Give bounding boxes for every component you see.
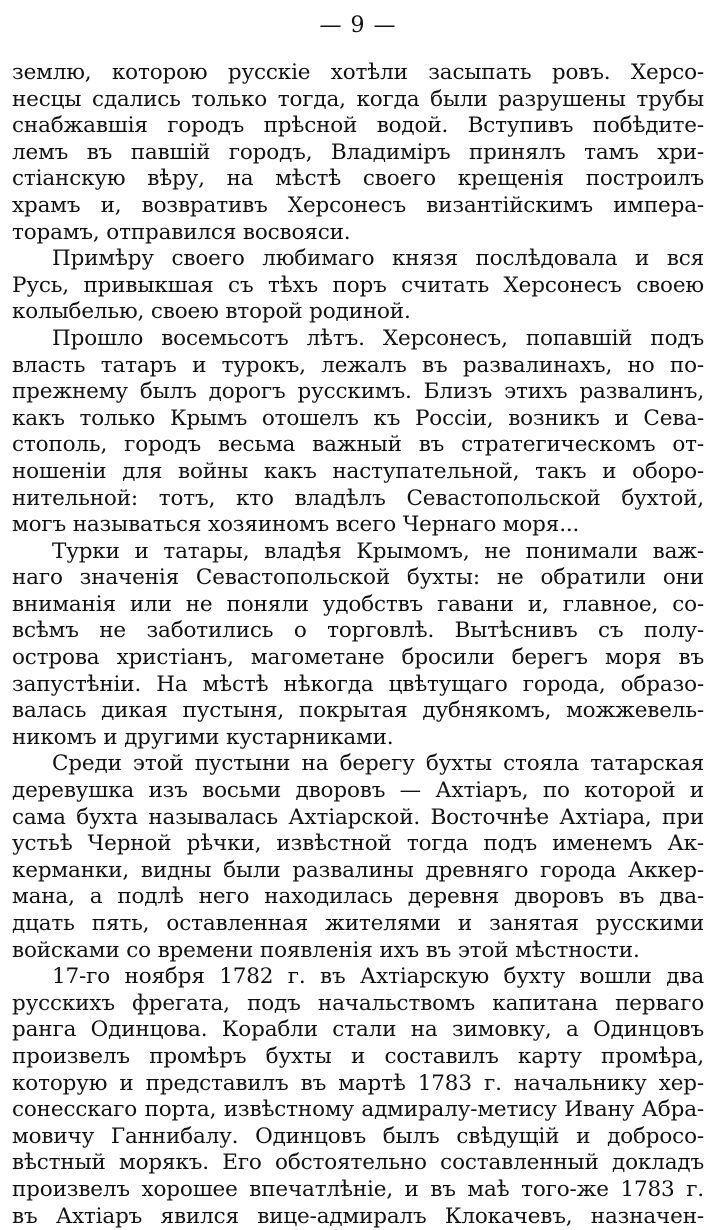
text-line: дцать пять, оставленная жителями и занятая русскими bbox=[12, 911, 704, 936]
text-line: вниманія или не поняли удобствъ гавани и, главное, со- bbox=[12, 591, 704, 617]
text-line: Среди этой пустыни на берегу бухты стояла татарская bbox=[52, 751, 704, 777]
text-line: мана, а подлѣ него находилась деревня дворовъ въ два- bbox=[12, 884, 704, 910]
text-line: деревушка изъ восьми дворовъ — Ахтіаръ, по которой и bbox=[12, 778, 704, 804]
text-line: керманки, видны были развалины древняго города Аккер- bbox=[12, 857, 704, 883]
text-line: колыбелью, своею второй родиной. bbox=[12, 299, 411, 325]
text-line: русскихъ фрегата, подъ начальствомъ капитана перваго bbox=[12, 990, 704, 1016]
text-line: Русь, привыкшая съ тѣхъ поръ считать Херсонесъ своею bbox=[12, 272, 704, 298]
page-number: — 9 — bbox=[319, 13, 397, 38]
text-line: власть татаръ и турокъ, лежалъ въ развалинахъ, но по- bbox=[12, 352, 704, 378]
text-line: лемъ въ павшій городъ, Владиміръ принялъ тамъ хри- bbox=[12, 139, 704, 165]
text-line: Примѣру своего любимаго князя послѣдовала и вся bbox=[52, 246, 704, 272]
text-line: снабжавшія городъ прѣсной водой. Вступивъ побѣдите- bbox=[12, 113, 704, 139]
text-line: никомъ и другими кустарниками. bbox=[12, 724, 394, 750]
text-line: наго значенія Севастопольской бухты: не обратили они bbox=[12, 565, 704, 591]
text-line: несцы сдались только тогда, когда были разрушены трубы bbox=[12, 86, 704, 112]
text-line: всѣмъ не заботились о торговлѣ. Вытѣснивъ съ полу- bbox=[12, 618, 704, 644]
text-line: вѣстный морякъ. Его обстоятельно составленный докладъ bbox=[12, 1150, 704, 1176]
text-line: могъ называться хозяиномъ всего Чернаго моря... bbox=[12, 512, 580, 538]
text-line: войсками со времени появленія ихъ въ этой мѣстности. bbox=[12, 937, 640, 963]
text-line: нительной: тотъ, кто владѣлъ Севастопольской бухтой, bbox=[12, 485, 704, 511]
text-line: стополь, городъ весьма важный въ стратегическомъ от- bbox=[12, 432, 704, 458]
text-line: острова христіанъ, магометане бросили берегъ моря въ bbox=[12, 645, 704, 671]
text-line: запустѣніи. На мѣстѣ нѣкогда цвѣтущаго города, образо- bbox=[12, 671, 704, 697]
text-line: какъ только Крымъ отошелъ къ Россіи, возникъ и Сева- bbox=[12, 405, 704, 431]
text-line: ранга Одинцова. Корабли стали на зимовку, а Одинцовъ bbox=[12, 1017, 704, 1043]
text-line: Прошло восемьсотъ лѣтъ. Херсонесъ, попавшій подъ bbox=[52, 325, 704, 351]
text-line: торамъ, отправился восвояси. bbox=[12, 219, 351, 245]
text-line: землю, которою русскіе хотѣли засыпать ровъ. Херсо- bbox=[12, 60, 704, 85]
text-line: сонесскаго порта, извѣстному адмиралу-метису Ивану Абра- bbox=[12, 1097, 704, 1123]
text-line: произвелъ хорошее впечатлѣніе, и въ маѣ того-же 1783 г. bbox=[12, 1176, 704, 1202]
text-line: Турки и татары, владѣя Крымомъ, не понимали важ- bbox=[52, 538, 704, 564]
text-line: ношеніи для войны какъ наступательной, такъ и оборо- bbox=[12, 458, 704, 484]
text-line: прежнему былъ дорогъ русскимъ. Близъ этихъ развалинъ, bbox=[12, 379, 704, 405]
text-line: произвелъ промѣръ бухты и составилъ карту промѣра, bbox=[12, 1043, 704, 1069]
text-line: сама бухта называлась Ахтіарской. Восточнѣе Ахтіара, при bbox=[12, 804, 704, 830]
text-line: храмъ и, возвративъ Херсонесъ византійскимъ импера- bbox=[12, 192, 704, 218]
text-line: валась дикая пустыня, покрытая дубнякомъ, можжевель- bbox=[12, 698, 704, 724]
text-line: мовичу Ганнибалу. Одинцовъ былъ свѣдущій и добросо- bbox=[12, 1123, 704, 1149]
text-line: стіанскую вѣру, на мѣстѣ своего крещенія построилъ bbox=[12, 166, 704, 192]
body-text bbox=[12, 60, 704, 1230]
text-line: въ Ахтіаръ явился вице-адмиралъ Клокачевъ, назначен- bbox=[12, 1203, 704, 1229]
text-line: 17-го ноября 1782 г. въ Ахтіарскую бухту вошли два bbox=[52, 964, 704, 990]
text-line: которую и представилъ въ мартѣ 1783 г. начальнику хер- bbox=[12, 1070, 704, 1096]
text-line: устьѣ Черной рѣчки, извѣстной тогда подъ именемъ Ак- bbox=[12, 831, 704, 857]
